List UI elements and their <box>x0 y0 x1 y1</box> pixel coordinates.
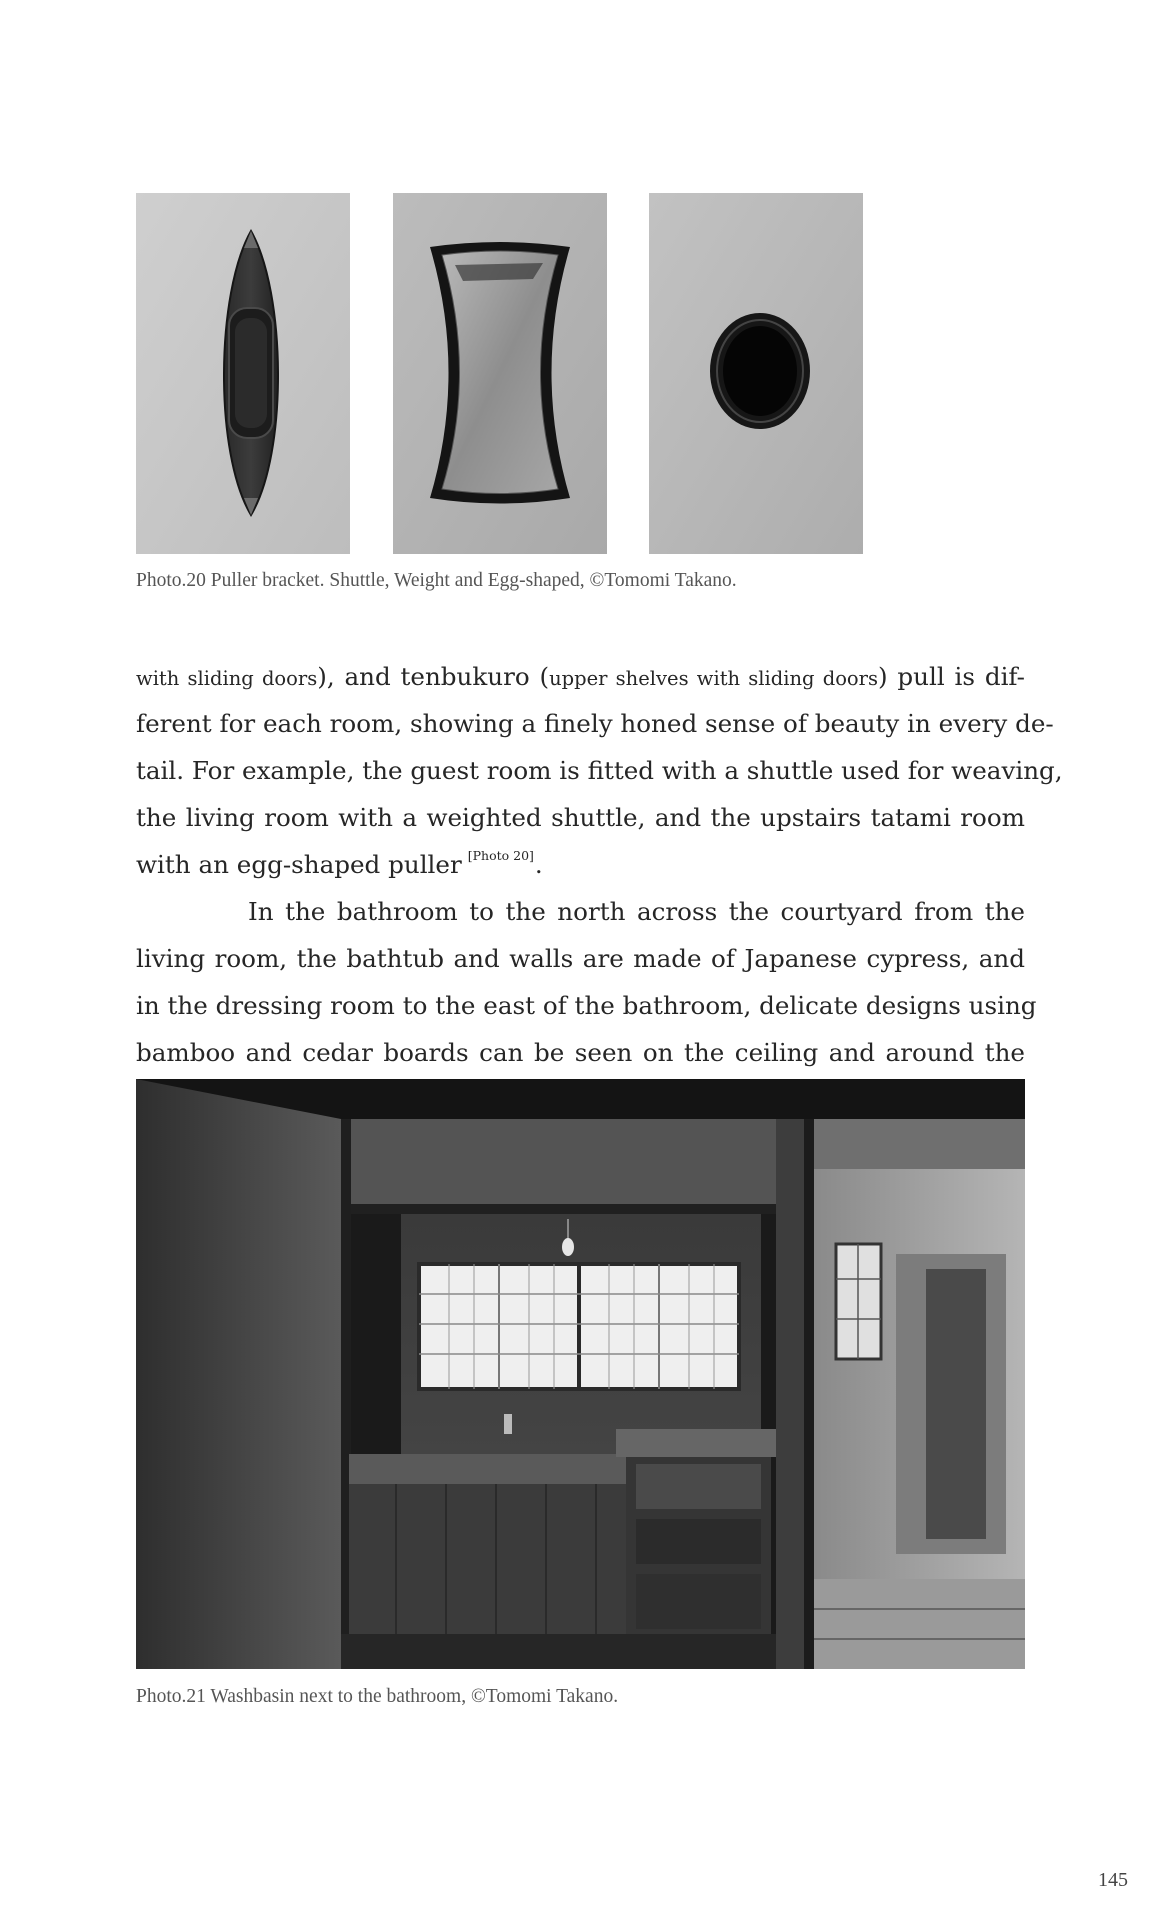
japanese-term: tenbukuro <box>400 662 530 691</box>
body-line: tail. For example, the guest room is fitted with a shuttle used for weaving, <box>136 756 1063 785</box>
gloss-text: upper shelves with sliding doors <box>549 667 878 690</box>
figure-20-caption: Photo.20 Puller bracket. Shuttle, Weight and Egg-shaped, ©Tomomi Takano. <box>136 570 737 591</box>
text-run: ( <box>529 662 550 691</box>
photo-egg-shaped-puller <box>649 193 863 554</box>
body-line: ferent for each room, showing a finely honed sense of beauty in every de- <box>136 709 1054 738</box>
figure-21-caption: Photo.21 Washbasin next to the bathroom, ©Tomomi Takano. <box>136 1686 619 1707</box>
body-line: bamboo and cedar boards can be seen on the ceiling and around the <box>136 1038 1025 1067</box>
body-line: living room, the bathtub and walls are made of Japanese cypress, and <box>136 944 1025 973</box>
text-run: ), and <box>317 662 401 691</box>
body-line <box>136 653 1025 700</box>
photo-weight-puller <box>393 193 607 554</box>
gloss-text: with sliding doors <box>136 667 318 690</box>
body-line: in the dressing room to the east of the bathroom, delicate designs using <box>136 991 1037 1020</box>
page-number: 145 <box>1098 1869 1128 1891</box>
body-line <box>136 841 1025 888</box>
paragraph-first-line: In the bathroom to the north across the courtyard from the <box>248 897 1025 926</box>
text-run: with an egg-shaped puller <box>136 850 462 879</box>
body-line: the living room with a weighted shuttle, and the upstairs tatami room <box>136 803 1025 832</box>
text-run: . <box>534 850 543 879</box>
photo-reference: [Photo 20] <box>467 848 534 863</box>
photo-washbasin <box>136 1079 1025 1669</box>
photo-shuttle-puller <box>136 193 350 554</box>
text-run: ) pull is dif- <box>878 662 1025 691</box>
